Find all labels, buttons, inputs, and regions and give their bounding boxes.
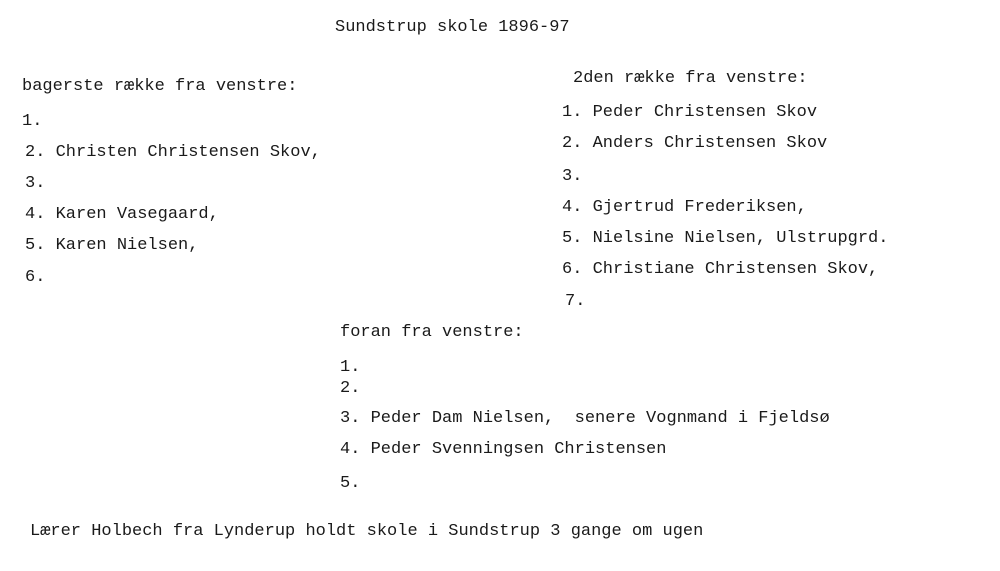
back-row-item: 1. <box>22 112 43 131</box>
second-row-item: 1. Peder Christensen Skov <box>562 103 818 122</box>
back-row-item: 6. <box>25 268 46 287</box>
front-row-item: 2. <box>340 379 361 398</box>
second-row-item: 2. Anders Christensen Skov <box>562 134 828 153</box>
back-row-item: 3. <box>25 174 46 193</box>
front-row-item: 3. Peder Dam Nielsen, senere Vognmand i Fjeldsø <box>340 409 830 428</box>
back-row-header: bagerste række fra venstre: <box>22 77 298 96</box>
front-row-item: 5. <box>340 474 361 493</box>
front-row-header: foran fra venstre: <box>340 323 524 342</box>
second-row-item: 3. <box>562 167 583 186</box>
footer-note: Lærer Holbech fra Lynderup holdt skole i Sundstrup 3 gange om ugen <box>30 522 704 541</box>
back-row-item: 5. Karen Nielsen, <box>25 236 199 255</box>
front-row-item: 1. <box>340 358 361 377</box>
second-row-item: 6. Christiane Christensen Skov, <box>562 260 879 279</box>
back-row-item: 2. Christen Christensen Skov, <box>25 143 321 162</box>
document-title: Sundstrup skole 1896-97 <box>335 18 570 37</box>
second-row-item: 7. <box>565 292 586 311</box>
second-row-item: 5. Nielsine Nielsen, Ulstrupgrd. <box>562 229 889 248</box>
second-row-header: 2den række fra venstre: <box>573 69 808 88</box>
front-row-item: 4. Peder Svenningsen Christensen <box>340 440 667 459</box>
back-row-item: 4. Karen Vasegaard, <box>25 205 219 224</box>
second-row-item: 4. Gjertrud Frederiksen, <box>562 198 807 217</box>
